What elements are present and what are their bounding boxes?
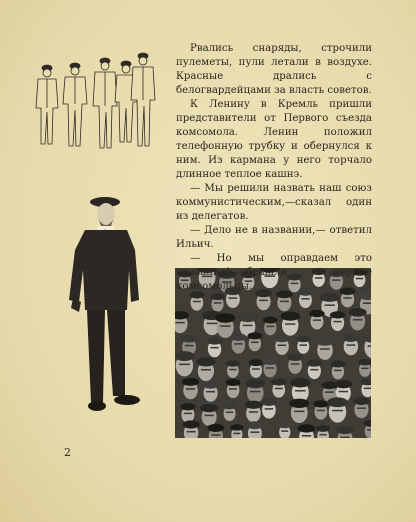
paragraph: Рвались снаряды, строчили пулеметы, пули летали в воздухе. Красные дрались с белогвардейцами за власть советов. [176,43,372,96]
lenin-illustration [55,190,155,440]
paragraph: — Но мы оправдаем это название!—обещали первые комсомольцы. [176,253,372,292]
page-number: 2 [64,446,71,459]
paragraph: К Ленину в Кремль пришли представители от Первого съезда комсомола. Ленин положил телефонную трубку и обернулся к ним. Из кармана у него торчало длинное теплое кашнэ. [176,99,372,180]
paragraph: — Дело не в названии,— ответил Ильич. [176,225,372,250]
text-column [176,42,372,294]
group-illustration [27,46,161,158]
paragraph: — Мы решили назвать наш союз коммунистическим,—сказал один из делегатов. [176,183,372,222]
